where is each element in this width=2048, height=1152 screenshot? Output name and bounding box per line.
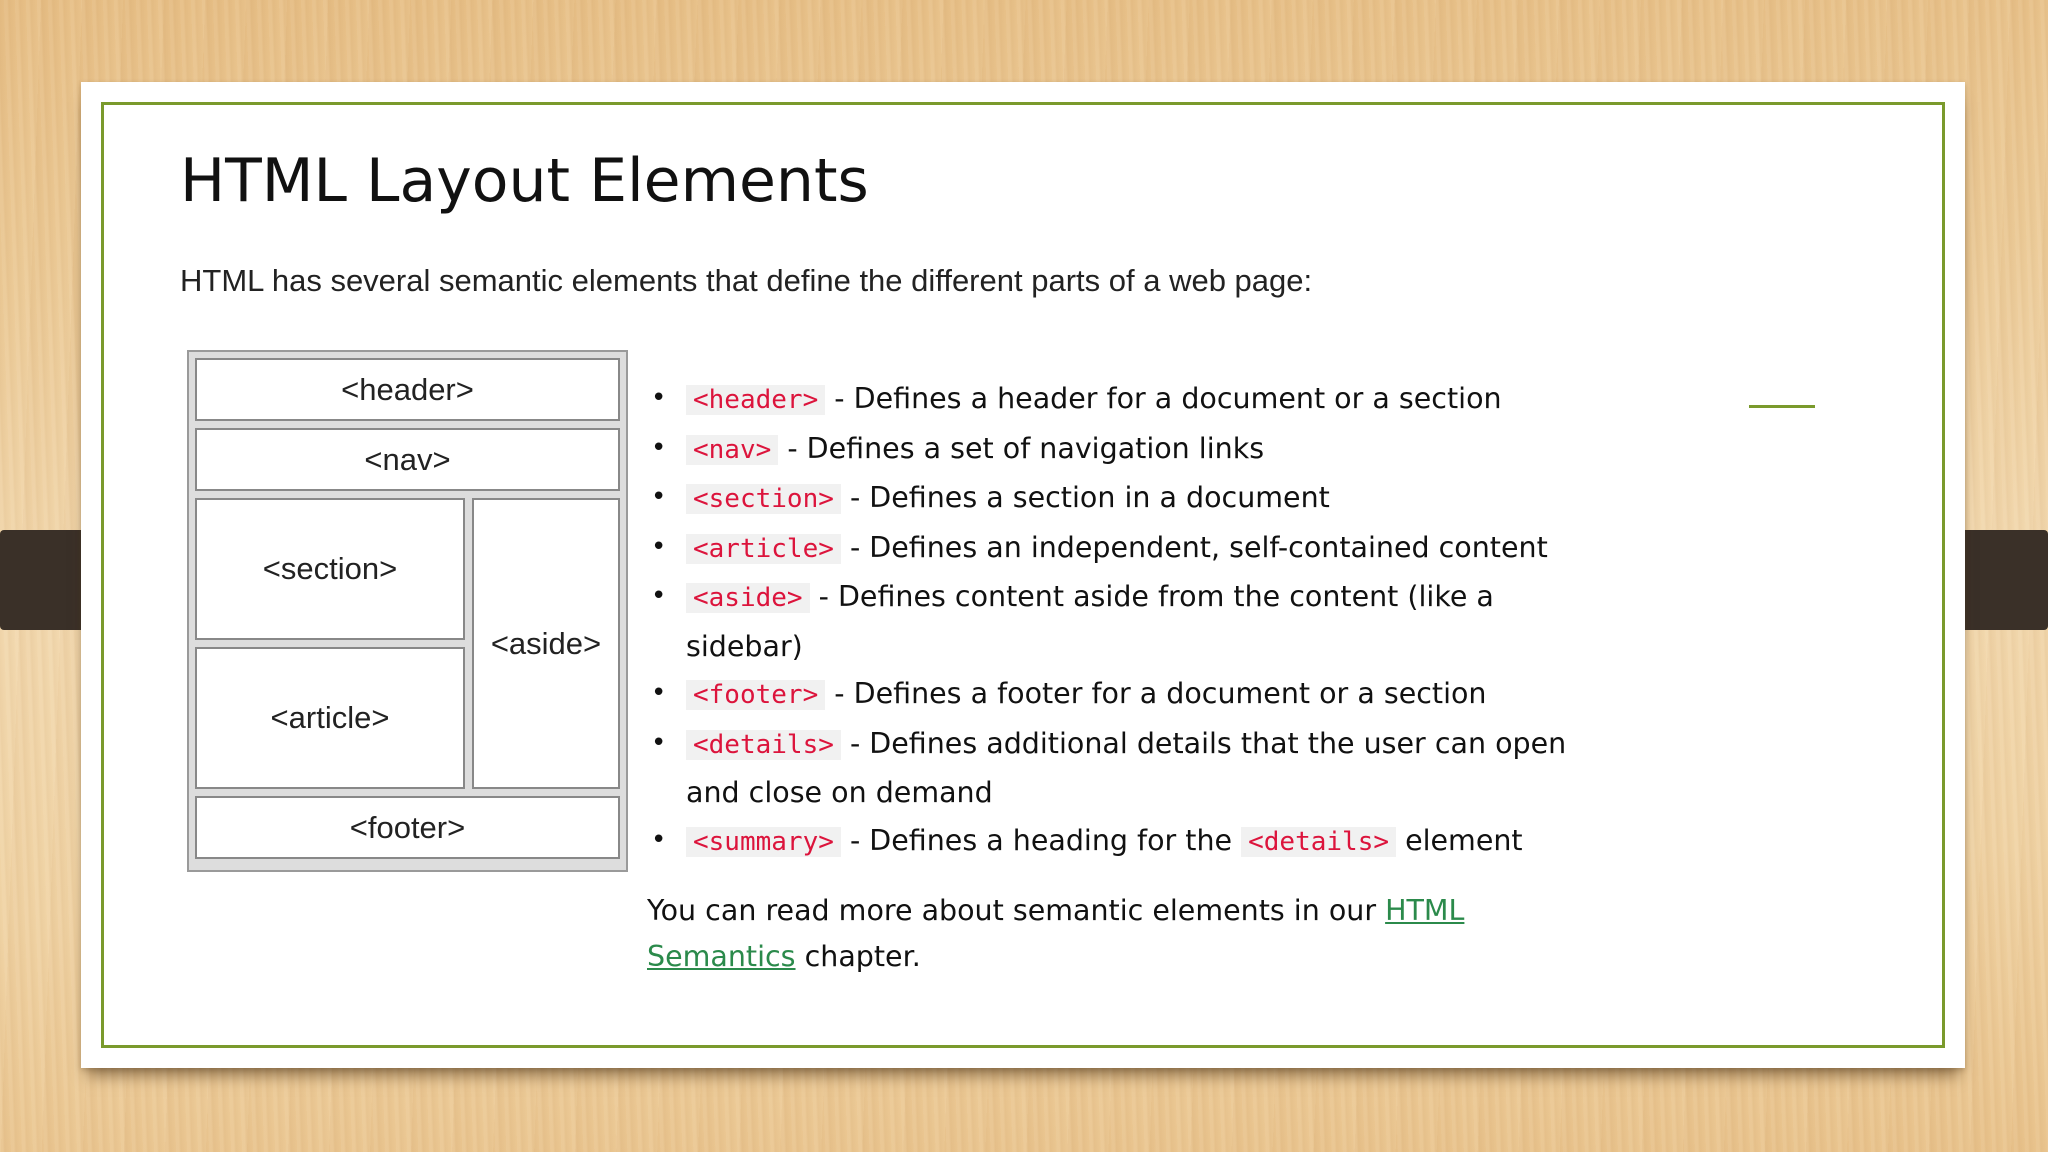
- intro-text: HTML has several semantic elements that define the different parts of a web page:: [180, 263, 1313, 298]
- list-item-section: [651, 474, 1566, 524]
- diagram-aside-box: <aside>: [472, 498, 620, 789]
- list-item-header: [651, 375, 1566, 425]
- code-tag-nav: <nav>: [686, 435, 778, 465]
- list-item-description: - Defines additional details that the user can open: [840, 726, 1567, 760]
- list-item-details: [651, 720, 1567, 817]
- list-item-continuation: and close on demand: [686, 776, 993, 809]
- page-title: HTML Layout Elements: [180, 146, 869, 216]
- bullet-icon: •: [651, 383, 667, 413]
- more-info-tail: chapter.: [795, 940, 921, 973]
- list-item-description: - Defines a heading for the: [840, 823, 1242, 857]
- html-semantics-link-part1[interactable]: HTML: [1385, 894, 1465, 927]
- list-item-description: - Defines a set of navigation links: [778, 431, 1265, 465]
- semantic-elements-list: [651, 375, 1567, 866]
- code-tag-details-inline: <details>: [1241, 827, 1396, 857]
- code-tag-footer: <footer>: [686, 680, 825, 710]
- html-semantics-link-part2[interactable]: Semantics: [647, 940, 796, 973]
- list-item-aside: [651, 573, 1566, 670]
- list-item-footer: [651, 670, 1566, 720]
- code-tag-details: <details>: [686, 730, 841, 760]
- bullet-icon: •: [651, 482, 667, 512]
- bullet-icon: •: [651, 581, 667, 611]
- code-tag-summary: <summary>: [686, 827, 841, 857]
- code-tag-aside: <aside>: [686, 583, 810, 613]
- accent-line: [1749, 405, 1815, 408]
- layout-diagram: [187, 350, 628, 872]
- list-item-nav: [651, 425, 1566, 475]
- diagram-nav-box: <nav>: [195, 428, 620, 491]
- list-item-description: - Defines a footer for a document or a section: [825, 677, 1487, 710]
- list-item-continuation: sidebar): [686, 629, 803, 663]
- code-tag-header: <header>: [686, 385, 825, 415]
- code-tag-article: <article>: [686, 534, 841, 564]
- bullet-icon: •: [651, 678, 667, 708]
- bullet-icon: •: [651, 531, 667, 562]
- bullet-icon: •: [651, 727, 667, 758]
- diagram-footer-box: <footer>: [195, 796, 620, 859]
- slide: [81, 82, 1965, 1068]
- list-item-description: - Defines a header for a document or a section: [825, 382, 1502, 415]
- diagram-article-box: <article>: [195, 647, 465, 789]
- code-tag-section: <section>: [686, 484, 841, 514]
- list-item-description: - Defines an independent, self-contained content: [840, 530, 1548, 564]
- bullet-icon: •: [651, 432, 667, 463]
- more-info-lead: You can read more about semantic elements in our: [647, 894, 1386, 927]
- bullet-icon: •: [651, 824, 667, 855]
- list-item-description: - Defines a section in a document: [840, 481, 1330, 514]
- diagram-header-box: <header>: [195, 358, 620, 421]
- list-item-description: - Defines content aside from the content (like a: [809, 580, 1494, 613]
- diagram-section-box: <section>: [195, 498, 465, 640]
- list-item-description-end: element: [1396, 823, 1523, 857]
- more-info-text: [647, 888, 1567, 980]
- embedded-screenshot: [151, 128, 1749, 1026]
- list-item-article: [651, 524, 1566, 574]
- list-item-summary: [651, 817, 1566, 867]
